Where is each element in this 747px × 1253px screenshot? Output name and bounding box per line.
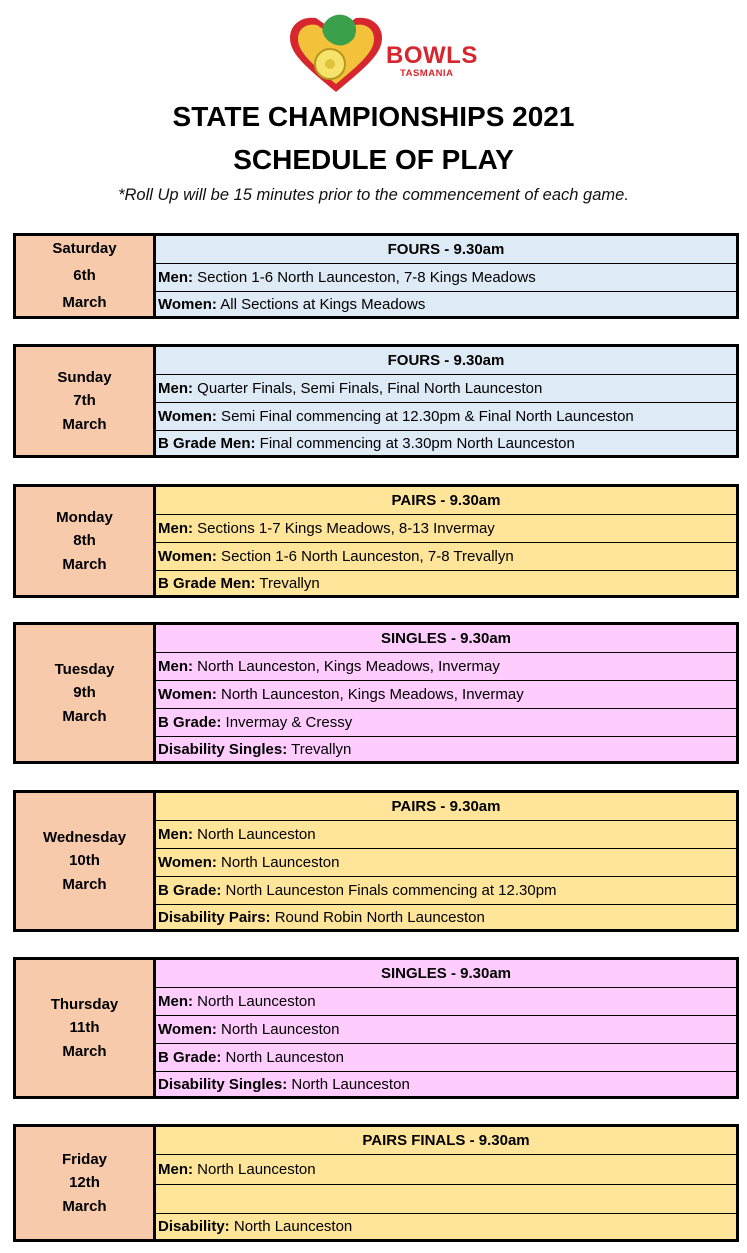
- row-label: Men:: [158, 269, 193, 286]
- row-text: North Launceston Finals commencing at 12.30pm: [221, 882, 557, 899]
- table-row: [156, 708, 736, 736]
- event-header: FOURS - 9.30am: [387, 241, 505, 258]
- day-month: March: [62, 1197, 107, 1215]
- table-row: [156, 680, 736, 708]
- day-date: 8th: [73, 532, 96, 550]
- day-name: Sunday: [57, 368, 112, 386]
- row-label: Women:: [158, 548, 217, 565]
- row-text: Semi Final commencing at 12.30pm & Final North Launceston: [216, 408, 634, 425]
- day-cell: [16, 960, 156, 1096]
- row-text: Sections 1-7 Kings Meadows, 8-13 Invermay: [193, 520, 495, 537]
- row-text: Section 1-6 North Launceston, 7-8 Trevallyn: [216, 548, 514, 565]
- day-month: March: [62, 875, 107, 893]
- row-label: Women:: [158, 295, 217, 313]
- table-row: [156, 1071, 736, 1096]
- row-label: Women:: [158, 854, 217, 871]
- row-label: Men:: [158, 658, 193, 675]
- day-date: 10th: [69, 852, 100, 870]
- event-rows: [156, 347, 736, 455]
- day-date: 7th: [73, 392, 96, 410]
- row-text: North Launceston: [287, 1075, 410, 1093]
- table-row: [156, 1213, 736, 1239]
- table-row: [156, 291, 736, 316]
- page-title: STATE CHAMPIONSHIPS 2021: [172, 101, 575, 132]
- event-header: SINGLES - 9.30am: [380, 630, 512, 647]
- row-text: North Launceston, Kings Meadows, Invermay: [193, 658, 500, 675]
- row-label: Disability:: [158, 1218, 230, 1235]
- row-text: North Launceston: [193, 826, 316, 843]
- day-month: March: [62, 415, 107, 433]
- roll-up-note: *Roll Up will be 15 minutes prior to the commencement of each game.: [118, 186, 629, 204]
- day-name: Thursday: [50, 995, 119, 1013]
- devil-bowl-emblem-icon: [286, 12, 386, 94]
- row-text: Round Robin North Launceston: [270, 908, 485, 926]
- row-label: Men:: [158, 1161, 193, 1178]
- day-cell: [16, 236, 156, 316]
- table-row: [156, 876, 736, 904]
- row-text: All Sections at Kings Meadows: [216, 295, 426, 313]
- schedule-block-monday: [13, 484, 739, 598]
- event-rows: [156, 793, 736, 929]
- row-label: Women:: [158, 408, 217, 425]
- event-header: SINGLES - 9.30am: [380, 965, 512, 982]
- row-label: Men:: [158, 520, 193, 537]
- table-row: [156, 1043, 736, 1071]
- row-label: B Grade Men:: [158, 574, 256, 592]
- logo-sub-text: TASMANIA: [400, 68, 454, 79]
- day-date: 12th: [69, 1174, 100, 1192]
- row-label: Men:: [158, 380, 193, 397]
- logo-brand-text: BOWLS: [386, 42, 478, 69]
- event-header: PAIRS - 9.30am: [391, 492, 501, 509]
- event-rows: [156, 1127, 736, 1239]
- row-label: Disability Singles:: [158, 1075, 288, 1093]
- row-label: Men:: [158, 993, 193, 1010]
- row-text: North Launceston: [229, 1218, 353, 1235]
- row-text: North Launceston: [193, 1161, 316, 1178]
- day-date: 6th: [73, 266, 96, 284]
- table-row: [156, 1154, 736, 1184]
- day-cell: [16, 487, 156, 595]
- row-label: Disability Singles:: [158, 740, 288, 758]
- table-row-empty: [156, 1184, 736, 1213]
- row-label: B Grade:: [158, 714, 222, 731]
- bowls-tasmania-logo: [286, 12, 486, 94]
- schedule-block-tuesday: [13, 622, 739, 764]
- event-rows: [156, 960, 736, 1096]
- event-header: FOURS - 9.30am: [387, 352, 505, 369]
- row-text: North Launceston: [216, 1021, 340, 1038]
- table-row: [156, 514, 736, 542]
- day-month: March: [62, 1042, 107, 1060]
- day-name: Friday: [61, 1150, 107, 1168]
- schedule-block-friday: [13, 1124, 739, 1242]
- row-text: Section 1-6 North Launceston, 7-8 Kings Meadows: [193, 269, 536, 286]
- day-date: 11th: [69, 1019, 100, 1037]
- table-row: [156, 402, 736, 430]
- table-row: [156, 570, 736, 595]
- table-row: [156, 904, 736, 929]
- schedule-block-saturday: [13, 233, 739, 319]
- day-month: March: [62, 707, 107, 725]
- table-row: [156, 987, 736, 1015]
- day-cell: [16, 625, 156, 761]
- row-text: North Launceston: [193, 993, 316, 1010]
- day-cell: [16, 347, 156, 455]
- event-rows: [156, 487, 736, 595]
- row-label: B Grade Men:: [158, 434, 256, 452]
- table-row: [156, 848, 736, 876]
- day-name: Monday: [56, 508, 113, 526]
- day-month: March: [62, 555, 107, 573]
- day-name: Wednesday: [42, 828, 127, 846]
- page-subtitle: SCHEDULE OF PLAY: [233, 144, 514, 175]
- row-text: North Launceston: [221, 1049, 344, 1066]
- day-cell: [16, 1127, 156, 1239]
- row-label: Women:: [158, 686, 217, 703]
- day-cell: [16, 793, 156, 929]
- day-name: Saturday: [52, 240, 117, 258]
- row-text: Quarter Finals, Semi Finals, Final North Launceston: [193, 380, 543, 397]
- row-text: Final commencing at 3.30pm North Launceston: [255, 434, 575, 452]
- row-label: Disability Pairs:: [158, 908, 271, 926]
- row-label: B Grade:: [158, 882, 222, 899]
- row-text: Trevallyn: [255, 574, 320, 592]
- event-rows: [156, 236, 736, 316]
- table-row: [156, 1015, 736, 1043]
- row-label: Women:: [158, 1021, 217, 1038]
- row-label: B Grade:: [158, 1049, 222, 1066]
- day-month: March: [62, 293, 107, 311]
- row-label: Men:: [158, 826, 193, 843]
- row-text: Trevallyn: [287, 740, 352, 758]
- row-text: North Launceston, Kings Meadows, Invermay: [216, 686, 524, 703]
- table-row: [156, 820, 736, 848]
- row-text: Invermay & Cressy: [221, 714, 353, 731]
- event-rows: [156, 625, 736, 761]
- day-name: Tuesday: [54, 660, 115, 678]
- table-row: [156, 263, 736, 291]
- table-row: [156, 652, 736, 680]
- table-row: [156, 374, 736, 402]
- schedule-block-sunday: [13, 344, 739, 458]
- event-header: PAIRS FINALS - 9.30am: [362, 1132, 530, 1149]
- schedule-block-wednesday: [13, 790, 739, 932]
- event-header: PAIRS - 9.30am: [391, 798, 501, 815]
- table-row: [156, 736, 736, 761]
- day-date: 9th: [73, 684, 96, 702]
- table-row: [156, 542, 736, 570]
- table-row: [156, 430, 736, 455]
- row-text: North Launceston: [216, 854, 340, 871]
- schedule-block-thursday: [13, 957, 739, 1099]
